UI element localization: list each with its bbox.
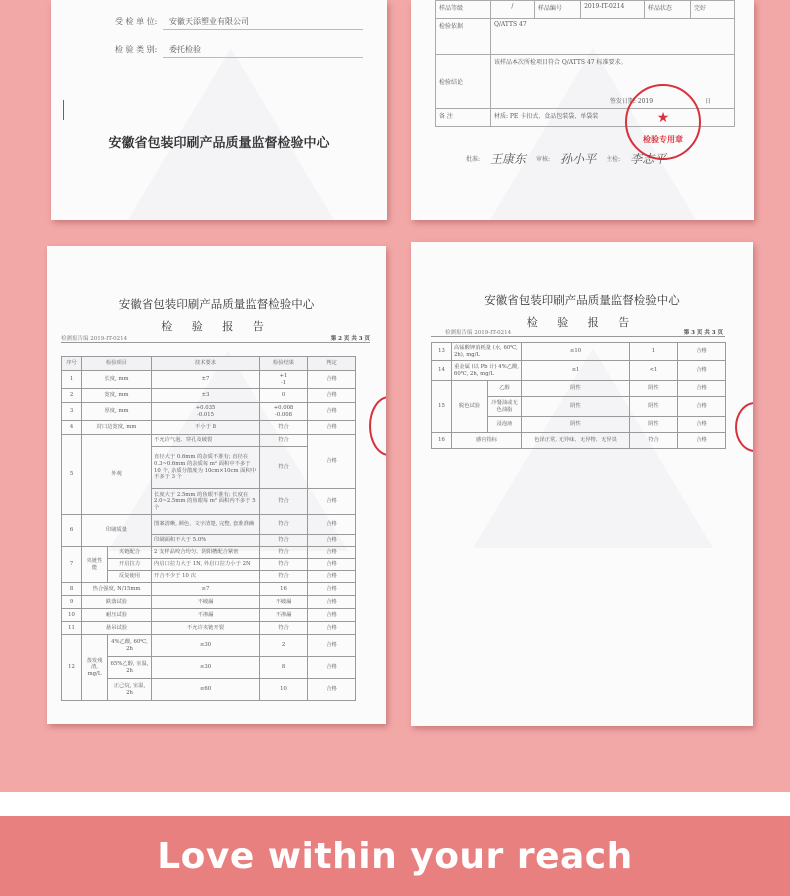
review-signature: 孙小平 xyxy=(560,152,597,166)
table-row xyxy=(432,361,726,381)
row-res: 符合 xyxy=(260,535,308,547)
col-header: 技术要求 xyxy=(152,357,260,371)
row-no: 8 xyxy=(62,583,82,596)
row-no: 9 xyxy=(62,596,82,609)
row-no: 16 xyxy=(432,433,452,449)
row-res: 符合 xyxy=(260,571,308,583)
partial-stamp xyxy=(735,402,753,452)
org-name: 安徽省包装印刷产品质量监督检验中心 xyxy=(108,136,330,151)
table-row xyxy=(62,389,356,403)
row-sub: 65%乙醇, 室温, 2h xyxy=(108,657,152,679)
issue-label: 签发日期: xyxy=(609,98,636,105)
row-item: 蒸发残渣, mg/L xyxy=(82,635,108,701)
row-res: 符合 xyxy=(260,559,308,571)
row-item: 重金属 (以 Pb 计) 4%乙酸, 60℃, 2h, mg/L xyxy=(452,361,522,381)
row-judge: 合格 xyxy=(308,547,356,559)
stamp-star-icon: ★ xyxy=(656,110,670,126)
basis-label: 检验依据 xyxy=(436,19,491,55)
row-req: 不小于 8 xyxy=(152,421,260,435)
row-judge: 合格 xyxy=(308,657,356,679)
row-res: +1 -1 xyxy=(260,371,308,389)
state-label: 样品状态 xyxy=(644,1,690,19)
row-req: ±3 xyxy=(152,389,260,403)
row-judge: 合格 xyxy=(308,583,356,596)
review-label: 审核: xyxy=(536,156,551,163)
issue-year: 2019 xyxy=(637,98,654,105)
row-req: 阴性 xyxy=(522,381,630,397)
row-sub: 反复使用 xyxy=(108,571,152,583)
row-no: 1 xyxy=(62,371,82,389)
row-judge: 合格 xyxy=(308,421,356,435)
row-req: ≥7 xyxy=(152,583,260,596)
grade-value: / xyxy=(490,1,534,19)
table-row xyxy=(62,622,356,635)
divider xyxy=(0,792,790,816)
row-no: 11 xyxy=(62,622,82,635)
row-judge: 合格 xyxy=(678,397,726,417)
row-no: 15 xyxy=(432,381,452,433)
table-row xyxy=(62,515,356,535)
row-item: 印刷质量 xyxy=(82,515,152,547)
header-rule xyxy=(431,336,725,337)
inspect-signature: 李志平 xyxy=(630,152,667,166)
row-no: 2 xyxy=(62,389,82,403)
row-req: ≤10 xyxy=(522,343,630,361)
row-item: 脱色试验 xyxy=(452,381,488,433)
report-conclusion-page xyxy=(411,0,754,220)
table-row xyxy=(62,371,356,389)
row-item: 高锰酸钾消耗量 (水, 60℃, 2h), mg/L xyxy=(452,343,522,361)
col-header: 判定 xyxy=(308,357,356,371)
grade-label: 样品等级 xyxy=(436,1,491,19)
inspect-label: 主检: xyxy=(606,156,621,163)
row-judge: 合格 xyxy=(308,371,356,389)
doc-subtitle: 检 验 报 告 xyxy=(161,320,272,333)
row-sub: 乙醇 xyxy=(488,381,522,397)
row-req: ±7 xyxy=(152,371,260,389)
row-item: 封口边宽度, mm xyxy=(82,421,152,435)
table-row xyxy=(62,403,356,421)
row-req: 不破漏 xyxy=(152,596,260,609)
remark-value: 材质: PE 卡扣式、食品包装袋、单袋装 xyxy=(490,109,734,127)
row-req: ≤1 xyxy=(522,361,630,381)
row-req: 长度大于 2.5mm 的鱼眼不准有; 长度在 2.0~2.5mm 的鱼眼每 m² 面积内不多于 5 个 xyxy=(152,489,260,515)
row-res: 0 xyxy=(260,389,308,403)
row-item: 悬吊试验 xyxy=(82,622,152,635)
doc-title: 安徽省包装印刷产品质量监督检验中心 xyxy=(118,297,315,311)
signatures xyxy=(466,150,666,167)
category-label: 检 验 类 别: xyxy=(115,45,158,54)
row-judge: 合格 xyxy=(308,559,356,571)
row-res: 8 xyxy=(260,657,308,679)
page-number: 第 2 页 共 3 页 xyxy=(330,336,370,342)
row-judge: 合格 xyxy=(678,417,726,433)
table-row xyxy=(432,343,726,361)
header-rule xyxy=(61,342,370,343)
row-item: 耐压试验 xyxy=(82,609,152,622)
row-sub: 冷餐油或无色油脂 xyxy=(488,397,522,417)
row-judge: 合格 xyxy=(308,535,356,547)
slogan-text: Love within your reach xyxy=(157,835,633,877)
client-label: 受 检 单 位: xyxy=(115,17,158,26)
row-no: 4 xyxy=(62,421,82,435)
row-judge: 合格 xyxy=(678,433,726,449)
table-row xyxy=(432,381,726,397)
row-res: 符合 xyxy=(260,447,308,489)
row-no: 14 xyxy=(432,361,452,381)
row-req: 色泽正常, 无异味、无异物、无异臭 xyxy=(522,433,630,449)
row-res: 不渗漏 xyxy=(260,609,308,622)
row-no: 6 xyxy=(62,515,82,547)
row-res: 符合 xyxy=(260,435,308,447)
table-row xyxy=(62,421,356,435)
row-judge: 合格 xyxy=(308,596,356,609)
row-res: 符合 xyxy=(260,421,308,435)
row-req: 不允许夹链开裂 xyxy=(152,622,260,635)
row-req: ≤30 xyxy=(152,657,260,679)
report-cover-page xyxy=(51,0,387,220)
row-item: 跌落试验 xyxy=(82,596,152,609)
sample-no-label: 样品编号 xyxy=(534,1,580,19)
stamp-text: 检验专用章 xyxy=(643,134,683,144)
row-judge: 合格 xyxy=(678,381,726,397)
results-table xyxy=(431,342,726,449)
row-res: 符合 xyxy=(260,515,308,535)
row-req: 阴性 xyxy=(522,397,630,417)
doc-title: 安徽省包装印刷产品质量监督检验中心 xyxy=(484,293,680,307)
row-req: 印刷面积不大于 5.0% xyxy=(152,535,260,547)
row-req: 2 支样品咬合均匀、阴阳槽配合紧密 xyxy=(152,547,260,559)
col-header: 检验项目 xyxy=(82,357,152,371)
margin-mark xyxy=(63,100,64,120)
row-item: 宽度, mm xyxy=(82,389,152,403)
row-res: 符合 xyxy=(260,489,308,515)
row-judge: 合格 xyxy=(678,343,726,361)
table-row xyxy=(62,635,356,657)
row-sub: 正己烷, 室温, 2h xyxy=(108,679,152,701)
issue-day: 日 xyxy=(704,98,711,105)
row-sub: 浸泡液 xyxy=(488,417,522,433)
inspection-stamp xyxy=(625,84,701,160)
row-judge: 合格 xyxy=(678,361,726,381)
row-judge: 合格 xyxy=(308,435,356,489)
col-header: 检验结果 xyxy=(260,357,308,371)
conclusion-cell xyxy=(490,55,734,109)
row-item: 夹链性能 xyxy=(82,547,108,583)
underline xyxy=(163,57,363,58)
row-no: 5 xyxy=(62,435,82,515)
row-res: 符合 xyxy=(260,547,308,559)
row-judge: 合格 xyxy=(308,489,356,515)
conclusion-value: 该样品本次所检项目符合 Q/ATTS 47 标准要求。 xyxy=(493,59,627,66)
row-res: 10 xyxy=(260,679,308,701)
row-judge: 合格 xyxy=(308,622,356,635)
row-sub: 开启拉力 xyxy=(108,559,152,571)
table-header xyxy=(62,357,356,371)
row-req: 直径大于 0.6mm 的杂质不准有; 直径在 0.3~0.6mm 的杂质每 m² 面积中不多于 10 个, 杂质分散度为 10cm×10cm 面积中不多于 3 个 xyxy=(152,447,260,489)
report-number: 检测报告编 2019-IT-0214 xyxy=(61,336,128,342)
table-row xyxy=(62,547,356,559)
conclusion-label: 检验结论 xyxy=(436,55,491,109)
row-req: 不允许气泡、穿孔及破裂 xyxy=(152,435,260,447)
col-header: 序号 xyxy=(62,357,82,371)
row-no: 13 xyxy=(432,343,452,361)
row-judge: 合格 xyxy=(308,515,356,535)
row-no: 10 xyxy=(62,609,82,622)
row-sub: 4%乙酸, 60℃, 2h xyxy=(108,635,152,657)
row-req: +0.035 -0.015 xyxy=(152,403,260,421)
row-req: ≤60 xyxy=(152,679,260,701)
row-item: 外观 xyxy=(82,435,152,515)
row-item: 热合强度, N/15mm xyxy=(82,583,152,596)
table-row xyxy=(62,583,356,596)
sample-no-value: 2019-IT-0214 xyxy=(581,1,645,19)
remark-label: 备 注 xyxy=(436,109,491,127)
table-row xyxy=(432,433,726,449)
category-value: 委托检验 xyxy=(169,45,201,54)
row-res: 不破漏 xyxy=(260,596,308,609)
row-item: 感官指标 xyxy=(452,433,522,449)
report-page-2 xyxy=(47,246,386,724)
table-row xyxy=(62,609,356,622)
approve-signature: 王康东 xyxy=(490,152,527,166)
row-res: 阴性 xyxy=(630,381,678,397)
row-req: 图案清晰, 颜色、文字清楚, 完整, 套准准确 xyxy=(152,515,260,535)
approve-label: 批准: xyxy=(466,156,481,163)
row-res: 阴性 xyxy=(630,417,678,433)
page-number: 第 3 页 共 3 页 xyxy=(683,330,723,336)
row-judge: 合格 xyxy=(308,389,356,403)
underline xyxy=(163,29,363,30)
client-value: 安徽天添塑业有限公司 xyxy=(169,17,249,26)
row-no: 12 xyxy=(62,635,82,701)
row-judge: 合格 xyxy=(308,635,356,657)
table-row xyxy=(62,596,356,609)
row-req: 阴性 xyxy=(522,417,630,433)
row-no: 3 xyxy=(62,403,82,421)
row-res: 符合 xyxy=(630,433,678,449)
state-value: 完好 xyxy=(690,1,734,19)
doc-subtitle: 检 验 报 告 xyxy=(526,316,638,329)
partial-stamp xyxy=(369,396,386,456)
row-req: 内启口拉力大于 1N, 外启口拉力小于 2N xyxy=(152,559,260,571)
row-judge: 合格 xyxy=(308,609,356,622)
row-req: 不渗漏 xyxy=(152,609,260,622)
row-judge: 合格 xyxy=(308,679,356,701)
slogan-banner xyxy=(0,816,790,896)
table-row xyxy=(62,435,356,447)
row-res: 符合 xyxy=(260,622,308,635)
row-req: 开合不少于 10 次 xyxy=(152,571,260,583)
row-res: 阴性 xyxy=(630,397,678,417)
row-res: 2 xyxy=(260,635,308,657)
row-no: 7 xyxy=(62,547,82,583)
row-res: <1 xyxy=(630,361,678,381)
report-page-3 xyxy=(411,242,753,726)
row-judge: 合格 xyxy=(308,571,356,583)
row-item: 厚度, mm xyxy=(82,403,152,421)
row-res: +0.008 -0.008 xyxy=(260,403,308,421)
report-number: 检测报告编 2019-IT-0214 xyxy=(445,330,512,336)
row-res: 16 xyxy=(260,583,308,596)
results-table xyxy=(61,356,356,701)
row-req: ≤30 xyxy=(152,635,260,657)
row-item: 长度, mm xyxy=(82,371,152,389)
basis-value: Q/ATTS 47 xyxy=(490,19,734,55)
row-sub: 夹链配合 xyxy=(108,547,152,559)
row-judge: 合格 xyxy=(308,403,356,421)
row-res: 1 xyxy=(630,343,678,361)
